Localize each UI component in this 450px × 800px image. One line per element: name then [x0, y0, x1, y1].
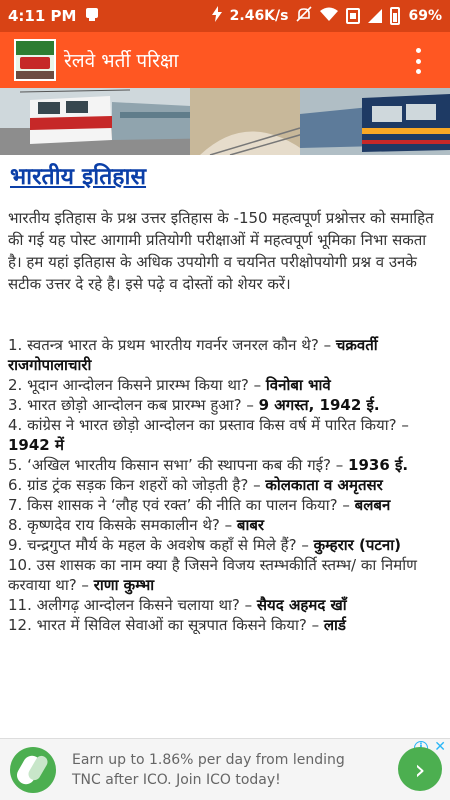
answer-text: 1936 ई.	[348, 456, 409, 474]
answer-text: बाबर	[236, 516, 265, 534]
answer-text: कोलकाता व अमृतसर	[265, 476, 383, 494]
status-time: 4:11 PM	[8, 7, 77, 25]
mute-icon	[296, 6, 312, 26]
signal-icon	[368, 9, 382, 23]
overflow-menu-icon[interactable]	[416, 48, 422, 74]
answer-text: चक्रवर्ती राजगोपालाचारी	[8, 336, 378, 374]
question-text: 4. कांग्रेस ने भारत छोड़ो आन्दोलन का प्रस्ताव किस वर्ष में पारित किया? –	[8, 416, 409, 434]
question-item	[8, 335, 442, 375]
question-item	[8, 555, 442, 595]
sim-icon	[346, 8, 360, 24]
network-speed: 2.46K/s	[229, 8, 289, 24]
answer-text: लार्ड	[323, 616, 346, 634]
answer-text: 9 अगस्त, 1942 ई.	[258, 396, 380, 414]
answer-text: 1942 में	[8, 436, 64, 454]
ad-logo	[10, 747, 56, 793]
question-text: 10. उस शासक का नाम क्या है जिसने विजय स्तम्भकीर्ति स्तम्भ/ का निर्माण करवाया था? –	[8, 556, 417, 594]
battery-icon	[390, 7, 400, 25]
article-heading[interactable]: भारतीय इतिहास	[10, 164, 147, 190]
app-title: रेलवे भर्ती परिक्षा	[64, 50, 179, 72]
question-item	[8, 455, 442, 475]
question-text: 11. अलीगढ़ आन्दोलन किसने चलाया था? –	[8, 596, 257, 614]
flash-icon	[212, 6, 222, 26]
answer-text: सैयद अहमद खाँ	[256, 596, 347, 614]
chevron-right-icon[interactable]: ›	[398, 747, 442, 791]
article-intro: भारतीय इतिहास के प्रश्न उत्तर इतिहास के -150 महत्वपूर्ण प्रश्नोत्तर को समाहित की गई यह पोस्ट आगामी प्रतियोगी परीक्षाओं में महत्वपूर्ण भूमिका निभा सकता है। हम यहां इतिहास के अधिक उपयोगी व चयनित परीक्षोपयोगी प्रश्न व उनके सटीक उत्तर दे रहे है। इसे पढ़े व दोस्तों को शेयर करें।	[8, 209, 434, 293]
question-text: 2. भूदान आन्दोलन किसने प्रारम्भ किया था? –	[8, 376, 266, 394]
answer-text: विनोबा भावे	[265, 376, 331, 394]
question-item	[8, 415, 442, 455]
question-text: 3. भारत छोड़ो आन्दोलन कब प्रारम्भ हुआ? –	[8, 396, 259, 414]
question-text: 7. किस शासक ने ‘लौह एवं रक्त’ की नीति का पालन किया? –	[8, 496, 355, 514]
question-item	[8, 375, 442, 395]
app-bar	[0, 32, 450, 88]
close-icon[interactable]: ✕	[434, 739, 446, 755]
question-item	[8, 515, 442, 535]
answer-text: बलबन	[354, 496, 391, 514]
question-item	[8, 595, 442, 615]
ad-banner[interactable]	[0, 738, 450, 800]
question-item	[8, 615, 442, 635]
question-text: 9. चन्द्रगुप्त मौर्य के महल के अवशेष कहाँ से मिले हैं? –	[8, 536, 314, 554]
question-list	[8, 335, 442, 635]
ad-text[interactable]: Earn up to 1.86% per day from lending TNC after ICO. Join ICO today!	[72, 751, 345, 788]
question-text: 6. ग्रांड ट्रंक सड़क किन शहरों को जोड़ती है? –	[8, 476, 266, 494]
battery-percent: 69%	[408, 8, 442, 24]
train-banner-image	[0, 88, 450, 155]
question-text: 1. स्वतन्त्र भारत के प्रथम भारतीय गवर्नर जनरल कौन थे? –	[8, 336, 336, 354]
status-bar	[0, 0, 450, 32]
question-item	[8, 495, 442, 515]
question-text: 5. ‘अखिल भारतीय किसान सभा’ की स्थापना कब की गई? –	[8, 456, 349, 474]
question-text: 12. भारत में सिविल सेवाओं का सूत्रपात किसने किया? –	[8, 616, 324, 634]
answer-text: कुम्हरार (पटना)	[313, 536, 402, 554]
notification-icon	[84, 6, 100, 26]
app-logo	[14, 39, 56, 81]
question-item	[8, 475, 442, 495]
article-content	[0, 155, 450, 738]
wifi-icon	[320, 7, 338, 25]
question-item	[8, 395, 442, 415]
question-item	[8, 535, 442, 555]
question-text: 8. कृष्णदेव राय किसके समकालीन थे? –	[8, 516, 237, 534]
answer-text: राणा कुम्भा	[93, 576, 155, 594]
